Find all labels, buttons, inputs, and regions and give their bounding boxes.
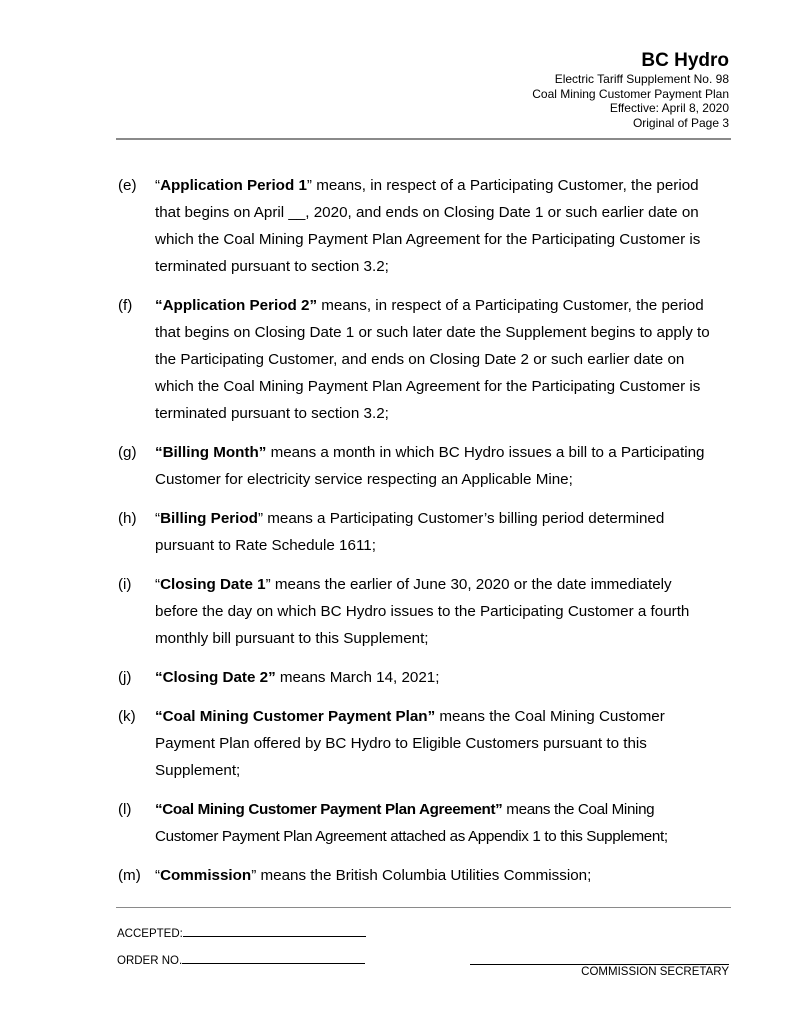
definition-item [116, 703, 736, 784]
definition-line: that begins on Closing Date 1 or such later date the Supplement begins to apply to [155, 324, 710, 341]
accepted-blank-line [183, 925, 366, 937]
signature-label: COMMISSION SECRETARY [581, 966, 729, 978]
definition-text: means March 14, 2021; [275, 669, 440, 686]
open-quote: “ [155, 801, 163, 818]
definition-line [155, 862, 736, 889]
close-quote: ” [427, 708, 436, 725]
definition-line [155, 439, 736, 466]
defined-term: Billing Month [162, 444, 259, 461]
definition-text: means a month in which BC Hydro issues a bill to a Participating [266, 444, 705, 461]
definition-item [116, 172, 736, 280]
defined-term: Closing Date 1 [160, 576, 266, 593]
footer-divider [116, 907, 731, 908]
accepted-row [117, 925, 366, 940]
definition-label: (h) [118, 510, 137, 527]
company-name: BC Hydro [641, 50, 729, 71]
defined-term: Application Period 2 [162, 297, 310, 314]
definition-line: before the day on which BC Hydro issues to the Participating Customer a fourth [155, 603, 690, 620]
definition-text: means the Coal Mining Customer [435, 708, 665, 725]
order-label: ORDER NO. [117, 955, 183, 967]
close-quote: ” [495, 801, 503, 818]
definition-item [116, 664, 736, 691]
definition-label: (k) [118, 708, 136, 725]
definition-item [116, 796, 736, 850]
defined-term: Billing Period [160, 510, 258, 527]
definition-body [155, 505, 736, 559]
defined-term: Coal Mining Customer Payment Plan [162, 708, 428, 725]
close-quote: ” [257, 510, 264, 527]
open-quote: “ [155, 177, 161, 194]
definition-text: means the Coal Mining [502, 801, 655, 818]
order-row [117, 952, 365, 967]
definition-line [155, 505, 736, 532]
page-number-line: Original of Page 3 [632, 115, 729, 130]
defined-term: Closing Date 2 [162, 669, 269, 686]
definition-text: means, in respect of a Participating Customer, the period [311, 177, 699, 194]
definition-label: (g) [118, 444, 137, 461]
definition-line [155, 292, 736, 319]
close-quote: ” [251, 867, 257, 884]
plan-name-line: Coal Mining Customer Payment Plan [532, 86, 729, 101]
signature-line [470, 964, 729, 965]
open-quote: “ [155, 510, 161, 527]
definition-line [155, 796, 668, 823]
open-quote: “ [155, 444, 163, 461]
definition-text: means, in respect of a Participating Customer, the period [317, 297, 704, 314]
accepted-label: ACCEPTED: [117, 928, 183, 940]
definition-label: (e) [118, 177, 137, 194]
definition-line: that begins on April __, 2020, and ends on Closing Date 1 or such earlier date on [155, 204, 699, 221]
definition-line: Customer Payment Plan Agreement attached as Appendix 1 to this Supplement; [155, 828, 668, 845]
defined-term: Coal Mining Customer Payment Plan Agreement [162, 801, 496, 818]
definition-line: which the Coal Mining Payment Plan Agreement for the Participating Customer is [155, 231, 701, 248]
open-quote: “ [155, 297, 163, 314]
definition-line: terminated pursuant to section 3.2; [155, 405, 389, 422]
open-quote: “ [155, 576, 161, 593]
defined-term: Application Period 1 [160, 177, 307, 194]
definition-line: which the Coal Mining Payment Plan Agreement for the Participating Customer is [155, 378, 701, 395]
definition-line: terminated pursuant to section 3.2; [155, 258, 389, 275]
definition-item [116, 505, 736, 559]
defined-term: Commission [160, 867, 252, 884]
close-quote: ” [268, 669, 276, 686]
definition-text: means the British Columbia Utilities Commission; [256, 867, 592, 884]
definition-body [155, 292, 736, 427]
open-quote: “ [155, 867, 161, 884]
definitions-list [116, 172, 736, 901]
definition-line: pursuant to Rate Schedule 1611; [155, 537, 376, 554]
definition-body [155, 664, 736, 691]
definition-line [155, 664, 736, 691]
definition-line: the Participating Customer, and ends on Closing Date 2 or such earlier date on [155, 351, 685, 368]
definition-line [155, 571, 736, 598]
page-header [532, 50, 729, 130]
definition-item [116, 862, 736, 889]
definition-line: monthly bill pursuant to this Supplement; [155, 630, 429, 647]
definition-label: (f) [118, 297, 133, 314]
open-quote: “ [155, 669, 163, 686]
definition-line: Supplement; [155, 762, 241, 779]
definition-text: means a Participating Customer’s billing period determined [263, 510, 665, 527]
definition-line: Customer for electricity service respecting an Applicable Mine; [155, 471, 573, 488]
close-quote: ” [309, 297, 318, 314]
order-blank-line [182, 952, 365, 964]
definition-body [155, 796, 668, 850]
definition-item [116, 571, 736, 652]
open-quote: “ [155, 708, 163, 725]
definition-text: means the earlier of June 30, 2020 or the date immediately [270, 576, 672, 593]
tariff-supplement-line: Electric Tariff Supplement No. 98 [554, 72, 729, 86]
definition-label: (m) [118, 867, 141, 884]
header-divider [116, 138, 731, 140]
definition-line: Payment Plan offered by BC Hydro to Eligible Customers pursuant to this [155, 735, 647, 752]
definition-body [155, 571, 736, 652]
definition-label: (i) [118, 576, 132, 593]
effective-date-line: Effective: April 8, 2020 [609, 101, 729, 115]
definition-line [155, 703, 736, 730]
close-quote: ” [306, 177, 312, 194]
definition-body [155, 703, 736, 784]
definition-body [155, 862, 736, 889]
definition-label: (l) [118, 801, 132, 818]
definition-label: (j) [118, 669, 132, 686]
definition-body [155, 439, 736, 493]
close-quote: ” [265, 576, 271, 593]
close-quote: ” [258, 444, 267, 461]
definition-item [116, 292, 736, 427]
definition-item [116, 439, 736, 493]
definition-body [155, 172, 736, 280]
definition-line [155, 172, 736, 199]
